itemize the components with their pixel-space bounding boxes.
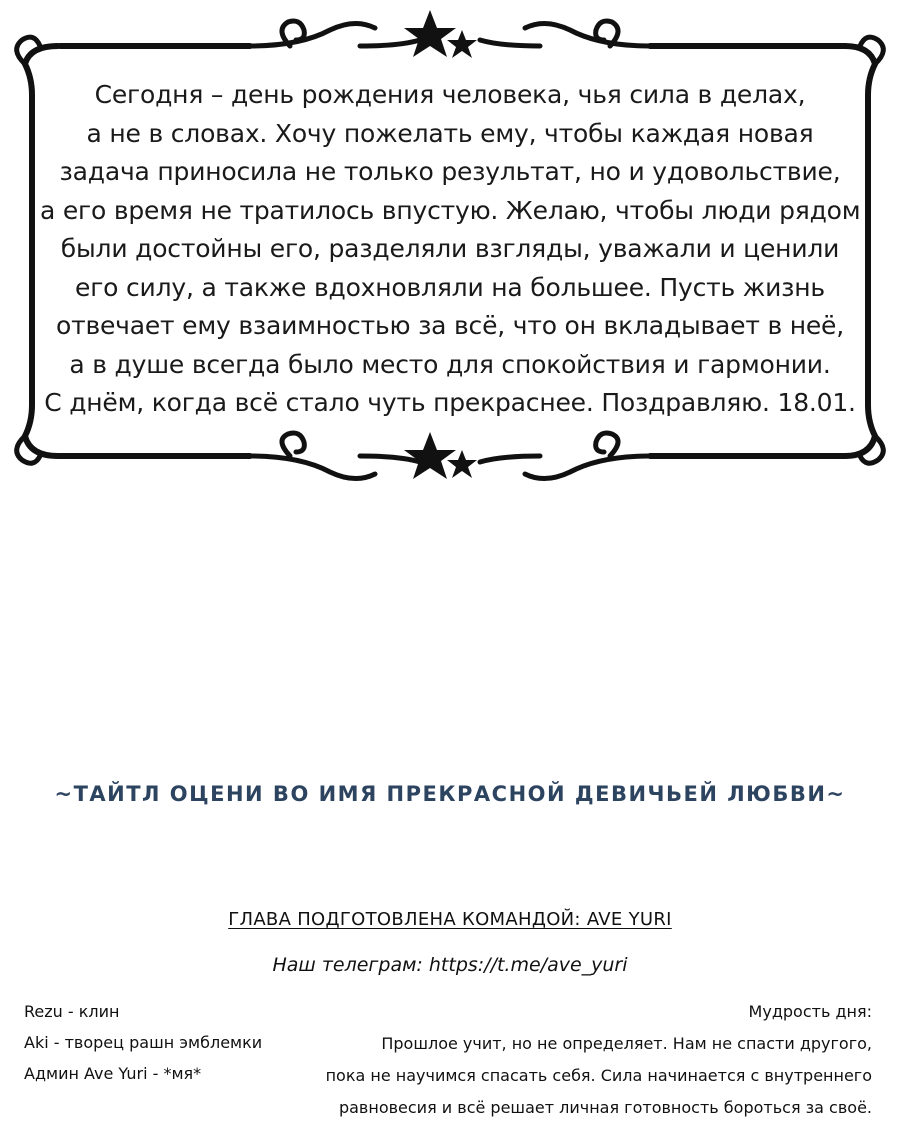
wisdom-line: равновесия и всё решает личная готовность бороться за своё.: [338, 1098, 872, 1117]
greeting-line: С днём, когда всё стало чуть прекраснее. Поздравляю. 18.01.: [44, 388, 856, 417]
credit-item: Rezu - клин: [24, 1002, 120, 1021]
star-icon: [447, 450, 477, 478]
wisdom-title: Мудрость дня:: [748, 1002, 872, 1021]
star-icon: [404, 10, 456, 57]
greeting-line: его силу, а также вдохновляли на большее. Пусть жизнь: [75, 272, 825, 302]
credit-item: Админ Ave Yuri - *мя*: [24, 1064, 202, 1083]
greeting-line: а его время не тратилось впустую. Желаю, чтобы люди рядом: [40, 195, 861, 225]
credit-item: Aki - творец рашн эмблемки: [24, 1033, 263, 1052]
team-credits-list: [24, 996, 344, 1089]
wisdom-line: пока не научимся спасать себя. Сила начинается с внутреннего: [325, 1066, 872, 1085]
birthday-greeting: [40, 76, 860, 423]
greeting-line: Сегодня – день рождения человека, чья сила в делах,: [94, 80, 806, 109]
bottom-ornament: [250, 433, 650, 479]
wisdom-of-the-day: [312, 996, 872, 1124]
greeting-line: а в душе всегда было место для спокойствия и гармонии.: [69, 349, 831, 379]
greeting-line: были достойны его, разделяли взгляды, уважали и ценили: [60, 234, 840, 263]
star-icon: [404, 432, 456, 479]
team-credit-text: ГЛАВА ПОДГОТОВЛЕНА КОМАНДОЙ: AVE YURI: [228, 909, 672, 930]
telegram-link[interactable]: Наш телеграм: https://t.me/ave_yuri: [272, 954, 628, 976]
greeting-line: задача приносила не только результат, но и удовольствие,: [59, 157, 841, 186]
team-credit-heading: [0, 909, 900, 930]
star-icon: [447, 30, 477, 58]
rate-title-slogan: ~ТАЙТЛ ОЦЕНИ ВО ИМЯ ПРЕКРАСНОЙ ДЕВИЧЬЕЙ ЛЮБВИ~: [54, 782, 846, 806]
wisdom-line: Прошлое учит, но не определяет. Нам не спасти другого,: [381, 1034, 872, 1053]
greeting-line: отвечает ему взаимностью за всё, что он вкладывает в неё,: [56, 311, 844, 340]
greeting-line: а не в словах. Хочу пожелать ему, чтобы каждая новая: [86, 118, 814, 148]
